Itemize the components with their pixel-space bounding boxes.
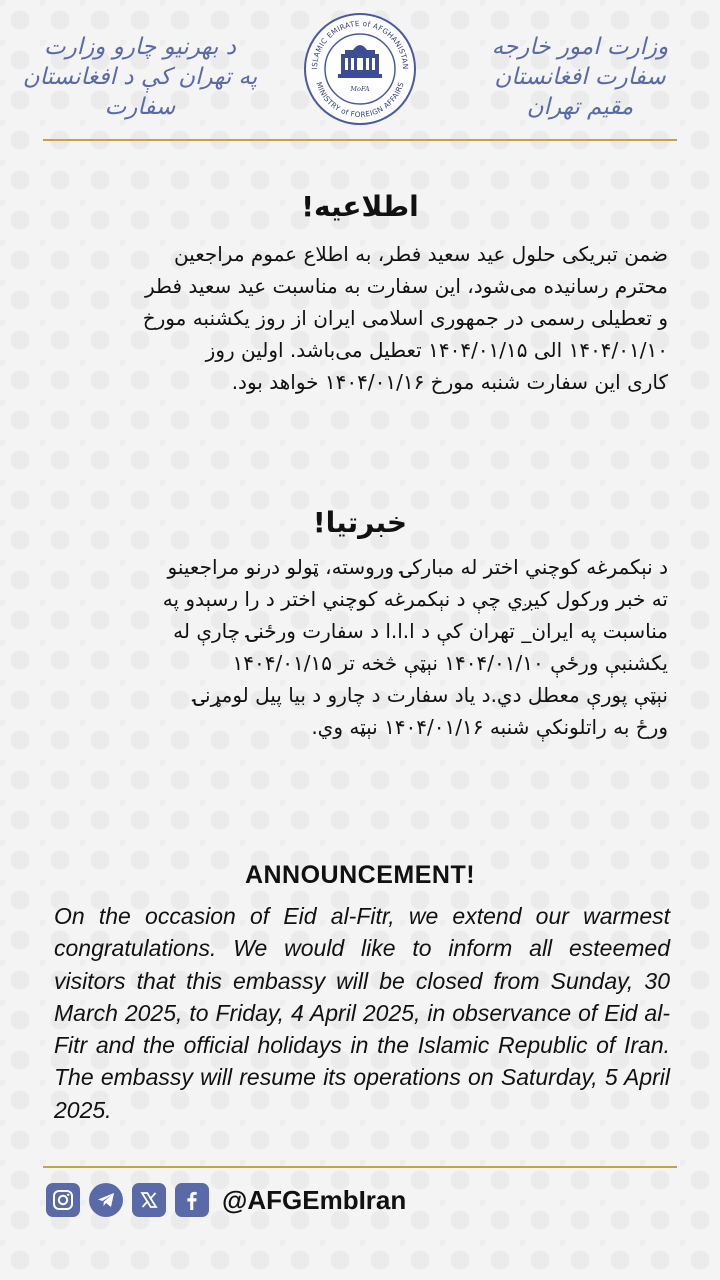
social-footer xyxy=(46,1180,406,1220)
header-left-line: د بهرنیو چارو وزارت xyxy=(44,34,236,60)
pashto-line: یکشنبې ورځې ۱۴۰۴/۰۱/۱۰ نېټې څخه تر ۱۴۰۴/۰۱/۱۵ xyxy=(232,651,668,675)
seal-center-text: MoFA xyxy=(350,85,370,93)
header-right-line: مقیم تهران xyxy=(526,94,634,120)
dari-line: محترم رسانیده می‌شود، این سفارت به مناسبت عید سعید فطر xyxy=(145,274,668,298)
social-handle[interactable]: @AFGEmbIran xyxy=(222,1184,407,1215)
dari-line: ضمن تبریکی حلول عید سعید فطر، به اطلاع عموم مراجعین xyxy=(173,242,668,266)
instagram-icon[interactable] xyxy=(46,1183,80,1217)
facebook-icon[interactable] xyxy=(175,1183,209,1217)
seal-top-text: ISLAMIC EMIRATE of AFGHANISTAN xyxy=(309,18,411,70)
seal-bottom-text: MINISTRY of FOREIGN AFFAIRS xyxy=(314,80,406,120)
pashto-line: ته خبر ورکول کیږي چې د نېکمرغه کوچني اختر د را رسېدو په xyxy=(162,587,668,611)
dari-line: ۱۴۰۴/۰۱/۱۰ الی ۱۴۰۴/۰۱/۱۵ تعطیل می‌باشد. اولین روز xyxy=(205,338,668,362)
pashto-line: نېټې پورې معطل دي.د یاد سفارت د چارو د بیا پیل لومړنۍ xyxy=(193,683,668,707)
header-right-line: وزارت امور خارجه xyxy=(491,34,669,60)
pashto-title: خبرتیا! xyxy=(312,506,408,539)
telegram-icon[interactable] xyxy=(89,1183,123,1217)
pashto-paragraph xyxy=(52,551,668,743)
header-left-line: سفارت xyxy=(104,94,176,120)
header-left-line: په تهران کې د افغانستان xyxy=(22,64,258,90)
english-paragraph: On the occasion of Eid al-Fitr, we extend our warmest congratulations. We would like to inform all esteemed visitors that this embassy will be closed from Sunday, 30 March 2025, to Friday, 4 April 2025, in observance of Eid al-Fitr and the official holidays in the Islamic Republic of Iran. The embassy will resume its operations on Saturday, 5 April 2025. xyxy=(54,903,670,1123)
pashto-line: ورځ به راتلونکې شنبه ۱۴۰۴/۰۱/۱۶ نېټه وي. xyxy=(311,715,668,739)
footer-divider xyxy=(43,1166,677,1168)
header-divider xyxy=(43,139,677,141)
header-dari-text xyxy=(460,32,700,122)
pashto-line: د نېکمرغه کوچني اختر له مبارکۍ وروسته، ټولو درنو مراجعینو xyxy=(167,555,668,579)
dari-line: کاری این سفارت شنبه مورخ ۱۴۰۴/۰۱/۱۶ خواهد بود. xyxy=(231,370,668,394)
header-right-line: سفارت افغانستان xyxy=(494,64,666,90)
pashto-line: مناسبت په ایران_ تهران کې د ا.ا.ا د سفارت ورځنۍ چارې له xyxy=(173,619,668,643)
x-icon[interactable] xyxy=(132,1183,166,1217)
english-title: ANNOUNCEMENT! xyxy=(244,861,476,889)
dari-title: اطلاعیه! xyxy=(301,190,419,223)
dari-line: و تعطیلی رسمی در جمهوری اسلامی ایران از روز یکشنبه مورخ xyxy=(142,306,668,330)
header-pashto-text xyxy=(20,32,260,122)
dari-paragraph xyxy=(52,238,668,398)
ministry-seal-logo xyxy=(303,12,417,126)
letterhead xyxy=(0,0,720,140)
